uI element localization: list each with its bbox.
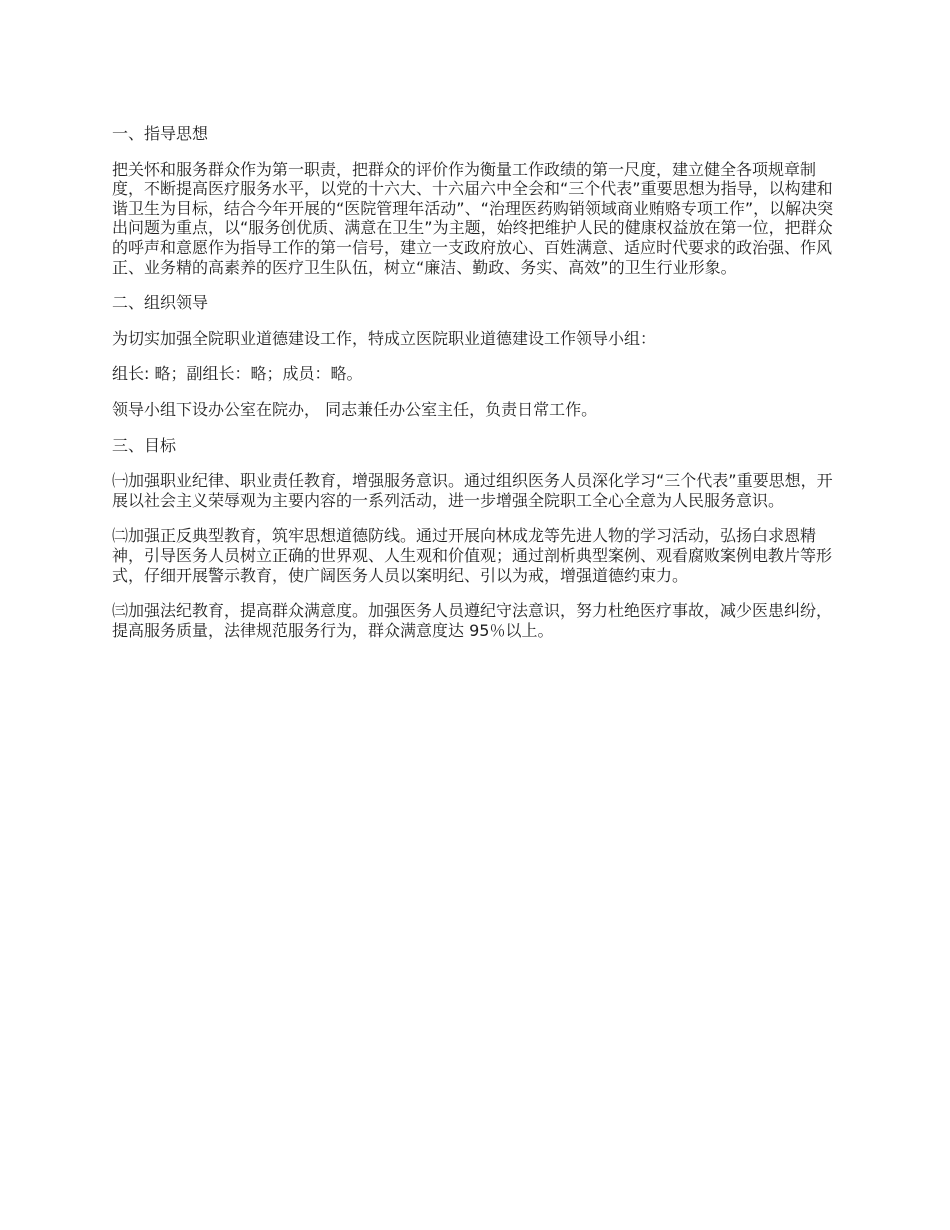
body-paragraph: 为切实加强全院职业道德建设工作，特成立医院职业道德建设工作领导小组： [112,328,657,348]
body-paragraph: ㈡加强正反典型教育，筑牢思想道德防线。通过开展向林成龙等先进人物的学习活动，弘扬白求恩精神，引导医务人员树立正确的世界观、人生观和价值观；通过剖析典型案例、观看腐败案例电教片等形式，仔细开展警示教育，使广阔医务人员以案明纪、引以为戒，增强道德约束力。 [112,526,833,585]
body-paragraph: 组长: 略；副组长：略；成员：略。 [112,364,363,384]
body-paragraph: ㈠加强职业纪律、职业责任教育，增强服务意识。通过组织医务人员深化学习“三个代表”重要思想，开展以社会主义荣辱观为主要内容的一系列活动，进一步增强全院职工全心全意为人民服务意识。 [112,471,833,510]
section-organization-leadership [112,293,838,419]
body-paragraph: 把关怀和服务群众作为第一职责，把群众的评价作为衡量工作政绩的第一尺度，建立健全各项规章制度，不断提高医疗服务水平，以党的十六大、十六届六中全会和“三个代表”重要思想为指导，以构建和谐卫生为目标，结合今年开展的“医院管理年活动”、“治理医药购销领域商业贿赂专项工作”，以解决突出问题为重点，以“服务创优质、满意在卫生”为主题，始终把维护人民的健康权益放在第一位，把群众的呼声和意愿作为指导工作的第一信号，建立一支政府放心、百姓满意、适应时代要求的政治强、作风正、业务精的高素养的医疗卫生队伍，树立“廉洁、勤政、务实、高效”的卫生行业形象。 [112,159,834,277]
section-goals [112,436,838,641]
body-paragraph: ㈢加强法纪教育，提高群众满意度。加强医务人员遵纪守法意识，努力杜绝医疗事故，减少医患纠纷，提高服务质量，法律规范服务行为，群众满意度达 95％以上。 [112,601,833,640]
section-heading: 一、指导思想 [112,124,209,143]
section-guiding-ideology [112,124,838,277]
section-heading: 三、目标 [112,435,177,455]
body-paragraph: 领导小组下设办公室在院办， 同志兼任办公室主任，负责日常工作。 [112,399,598,419]
section-heading: 二、组织领导 [112,293,209,313]
